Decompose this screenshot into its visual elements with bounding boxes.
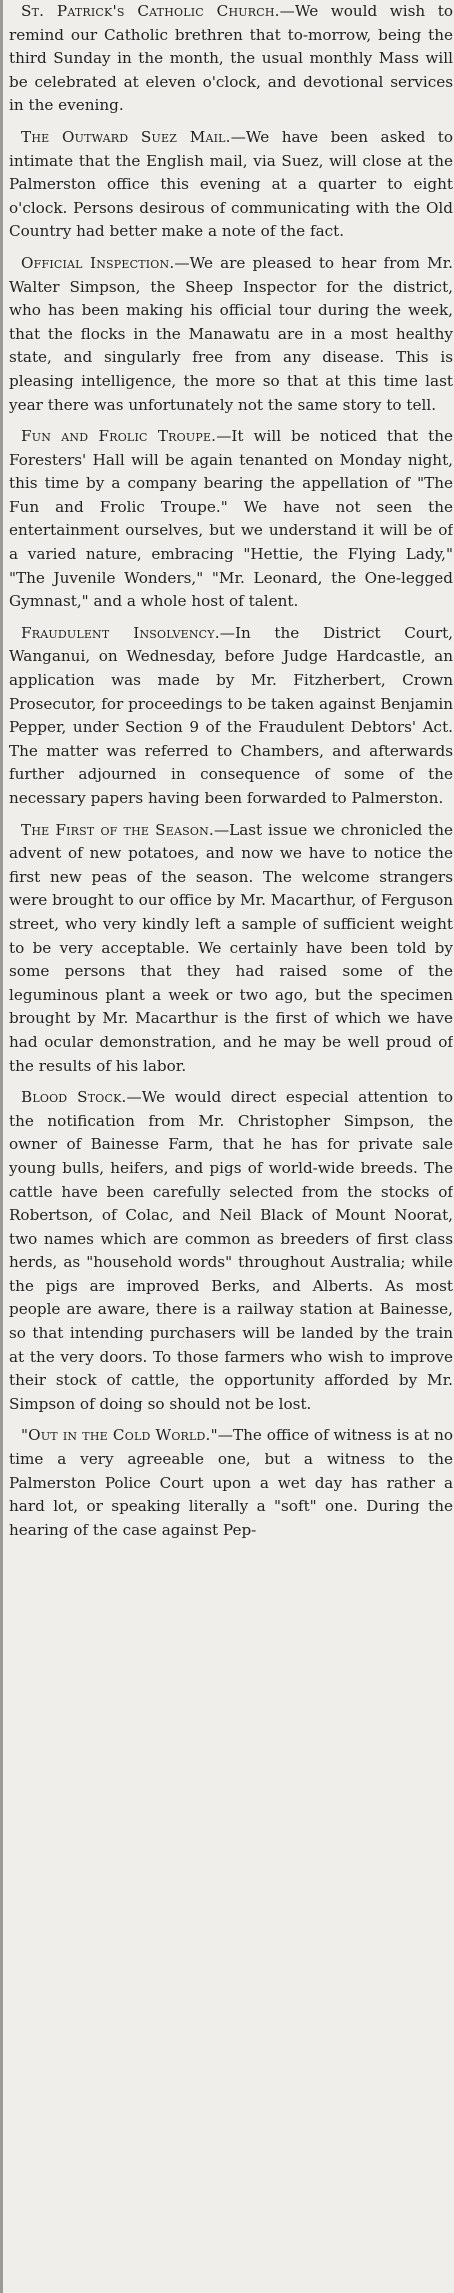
article-heading: The Outward Suez Mail. [21, 127, 231, 146]
article-heading: Blood Stock. [21, 1088, 127, 1107]
article-heading: "Out in the Cold World." [21, 1426, 218, 1445]
newspaper-column [9, 0, 453, 2293]
article-body: —We have been asked to intimate that the English mail, via Suez, will close at the Palmerston office this evening at a quarter to eight o'clock. Persons desirous of communicating with the Old Country had better make a note of the fact. [9, 127, 453, 241]
article-heading: The First of the Season. [21, 820, 214, 839]
article-heading: Fraudulent Insolvency. [21, 623, 220, 642]
article-body: —We are pleased to hear from Mr. Walter Simpson, the Sheep Inspector for the district, who has been making his official tour during the week, that the flocks in the Manawatu are in a most healthy state, and singularly free from any disease. This is pleasing intelligence, the more so that at this time last year there was unfortunately not the same story to tell. [9, 253, 453, 414]
article-body: —Last issue we chronicled the advent of new potatoes, and now we have to notice the first new peas of the season. The welcome strangers were brought to our office by Mr. Macarthur, of Ferguson street, who very kindly left a sample of sufficient weight to be very acceptable. We certainly have been told by some persons that they had raised some of the leguminous plant a week or two ago, but the specimen brought by Mr. Macarthur is the first of which we have had ocular demonstration, and he may be well proud of the results of his labor. [9, 820, 453, 1075]
article-body: —In the District Court, Wanganui, on Wednesday, before Judge Hardcastle, an application was made by Mr. Fitzherbert, Crown Prosecutor, for proceedings to be taken against Benjamin Pepper, under Section 9 of the Fraudulent Debtors' Act. The matter was referred to Chambers, and afterwards further adjourned in consequence of some of the necessary papers having been forwarded to Palmerston. [9, 623, 453, 807]
article-heading: St. Patrick's Catholic Church. [21, 2, 280, 20]
article-first-of-season [9, 819, 453, 1079]
column-rule [0, 0, 3, 2293]
article-body: —The office of witness is at no time a very agreeable one, but a witness to the Palmerston Police Court upon a wet day has rather a hard lot, or speaking literally a "soft" one. During the hearing of the case against Pep- [9, 1426, 453, 1539]
article-heading: Official Inspection. [21, 253, 175, 272]
article-blood-stock [9, 1086, 453, 1416]
article-official-inspection [9, 252, 453, 417]
article-suez-mail [9, 126, 453, 244]
article-heading: Fun and Frolic Troupe. [21, 427, 217, 446]
article-fraudulent-insolvency [9, 622, 453, 811]
article-body: —We would wish to remind our Catholic brethren that to-morrow, being the third Sunday in the month, the usual monthly Mass will be celebrated at eleven o'clock, and devotional services in the evening. [9, 2, 453, 115]
article-body: —We would direct especial attention to the notification from Mr. Christopher Simpson, the owner of Bainesse Farm, that he has for private sale young bulls, heifers, and pigs of world-wide breeds. The cattle have been carefully selected from the stocks of Robertson, of Colac, and Neil Black of Mount Noorat, two names which are common as breeders of first class herds, as "household words" throughout Australia; while the pigs are improved Berks, and Alberts. As most people are aware, there is a railway station at Bainesse, so that intending purchasers will be landed by the train at the very doors. To those farmers who wish to improve their stock of cattle, the opportunity afforded by Mr. Simpson of doing so should not be lost. [9, 1088, 453, 1413]
article-body: —It will be noticed that the Foresters' Hall will be again tenanted on Monday night, this time by a company bearing the appellation of "The Fun and Frolic Troupe." We have not seen the entertainment ourselves, but we understand it will be of a varied nature, embracing "Hettie, the Flying Lady," "The Juvenile Wonders," "Mr. Leonard, the One-legged Gymnast," and a whole host of talent. [9, 427, 453, 611]
article-fun-and-frolic [9, 425, 453, 614]
article-st-patricks [9, 0, 453, 118]
article-out-in-the-cold [9, 1424, 453, 1542]
